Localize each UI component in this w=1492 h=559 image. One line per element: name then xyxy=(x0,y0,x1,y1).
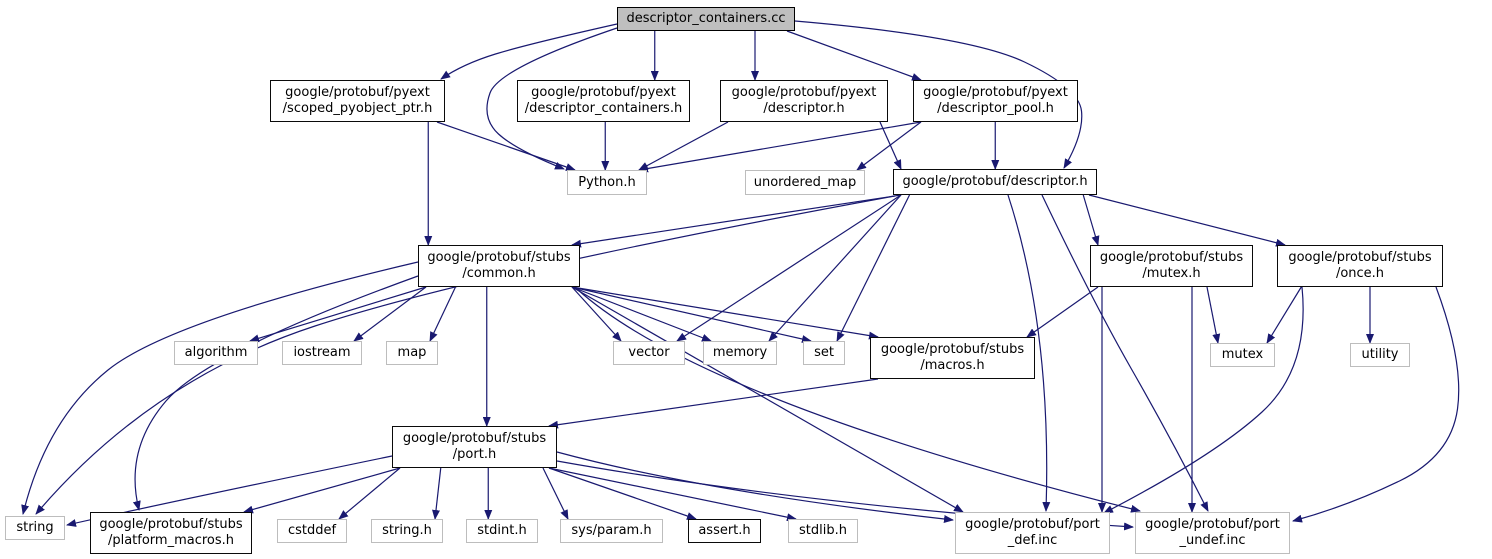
edge-common-to-iostream xyxy=(354,287,426,341)
node-label: _def.inc xyxy=(1007,533,1058,548)
node-label: google/protobuf/pyext xyxy=(531,85,676,100)
node-label: /macros.h xyxy=(920,358,985,373)
edge-mutexh-to-macros xyxy=(1027,287,1098,337)
node-label: google/protobuf/pyext xyxy=(731,85,877,100)
node-label: assert.h xyxy=(698,523,751,538)
node-stdlibh xyxy=(788,519,858,543)
node-label: stdint.h xyxy=(477,523,527,538)
edge-port-to-portdef xyxy=(557,452,953,520)
node-scoped[interactable] xyxy=(270,80,445,122)
edge-descriptor-to-set xyxy=(837,195,910,341)
node-label: string xyxy=(16,520,54,535)
node-vector xyxy=(613,341,685,365)
node-label: map xyxy=(397,345,427,360)
node-label: descriptor_containers.cc xyxy=(626,11,786,26)
edge-port-to-platform xyxy=(244,468,400,512)
node-label: /descriptor_containers.h xyxy=(524,101,683,116)
node-label: google/protobuf/stubs xyxy=(1288,250,1432,265)
node-onceh[interactable] xyxy=(1277,245,1443,287)
edge-onceh-to-mutex xyxy=(1267,287,1301,343)
edge-pypool-to-python xyxy=(639,122,921,170)
edge-descriptor-to-mutexh xyxy=(1083,195,1098,245)
edge-common-to-map xyxy=(430,287,456,341)
node-label: vector xyxy=(628,345,670,360)
node-common[interactable] xyxy=(418,245,580,287)
node-label: utility xyxy=(1361,347,1399,362)
node-stdinth xyxy=(466,519,538,543)
edge-port-to-sysparam xyxy=(543,468,568,519)
node-string xyxy=(5,516,65,540)
edge-port-to-cstddef xyxy=(339,468,400,519)
edge-onceh-to-portdef xyxy=(1104,287,1303,513)
node-label: iostream xyxy=(293,345,351,360)
edge-descriptor-to-onceh xyxy=(1089,195,1285,245)
node-label: /descriptor_pool.h xyxy=(937,101,1054,116)
node-label: /once.h xyxy=(1335,266,1385,281)
node-label: Python.h xyxy=(578,174,636,190)
node-descriptor[interactable] xyxy=(893,169,1097,195)
node-label: google/protobuf/stubs xyxy=(880,342,1025,357)
node-root xyxy=(617,7,795,31)
edge-onceh-to-portundef xyxy=(1293,287,1459,521)
node-set xyxy=(803,341,845,365)
node-mutexh[interactable] xyxy=(1090,245,1253,287)
node-label: /mutex.h xyxy=(1142,266,1201,281)
node-pydescriptor[interactable] xyxy=(720,80,888,122)
node-macros[interactable] xyxy=(870,337,1035,379)
edge-common-to-vector xyxy=(572,287,621,341)
node-stringh xyxy=(371,519,443,543)
node-unordered xyxy=(745,170,865,195)
edge-root-to-scoped xyxy=(441,24,617,79)
node-python xyxy=(567,170,647,195)
node-label: _undef.inc xyxy=(1179,533,1246,548)
node-label: string.h xyxy=(382,523,432,538)
node-label: google/protobuf/stubs xyxy=(427,250,571,265)
node-asserth[interactable] xyxy=(688,519,761,543)
edge-root-to-pypool xyxy=(787,31,921,80)
node-algorithm xyxy=(174,341,258,365)
node-label: google/protobuf/pyext xyxy=(923,85,1068,100)
node-port[interactable] xyxy=(392,426,557,468)
edge-descriptor-to-portundef xyxy=(1042,195,1208,511)
node-memory xyxy=(703,341,777,365)
node-label: google/protobuf/stubs xyxy=(1099,250,1244,265)
node-label: unordered_map xyxy=(753,174,857,190)
node-pycontainers[interactable] xyxy=(517,80,690,122)
node-label: /common.h xyxy=(462,266,536,281)
node-label: algorithm xyxy=(184,345,248,360)
node-label: memory xyxy=(712,345,768,360)
node-pypool[interactable] xyxy=(913,80,1078,122)
node-utility xyxy=(1350,343,1410,367)
node-label: stdlib.h xyxy=(799,523,847,538)
node-sysparam xyxy=(560,519,663,543)
node-portundef xyxy=(1135,512,1290,554)
edge-descriptor-to-common xyxy=(572,195,901,245)
node-mutex xyxy=(1210,343,1275,367)
edge-scoped-to-python xyxy=(437,122,575,170)
node-label: google/protobuf/port xyxy=(1145,517,1280,532)
node-label: cstddef xyxy=(287,523,337,538)
node-label: /platform_macros.h xyxy=(107,533,235,548)
node-label: google/protobuf/pyext xyxy=(285,85,430,100)
edge-common-to-string xyxy=(23,262,418,514)
node-label: google/protobuf/stubs xyxy=(99,517,243,532)
edge-port-to-stringh xyxy=(435,468,441,519)
node-platform[interactable] xyxy=(90,512,252,554)
node-label: google/protobuf/port xyxy=(965,517,1100,532)
node-label: mutex xyxy=(1221,347,1264,362)
node-label: set xyxy=(814,345,834,360)
edge-common-to-macros xyxy=(572,287,878,337)
node-portdef xyxy=(955,512,1110,554)
node-label: /port.h xyxy=(452,447,497,462)
node-label: /scoped_pyobject_ptr.h xyxy=(282,101,433,116)
node-map xyxy=(386,341,438,365)
node-cstddef xyxy=(277,519,347,543)
edge-pypool-to-unordered xyxy=(857,122,921,170)
node-label: /descriptor.h xyxy=(763,101,845,116)
node-label: google/protobuf/stubs xyxy=(402,431,547,446)
node-label: google/protobuf/descriptor.h xyxy=(902,174,1088,189)
node-label: sys/param.h xyxy=(571,523,652,538)
edge-mutexh-to-mutex xyxy=(1207,287,1218,343)
node-iostream xyxy=(282,341,362,365)
edge-common-to-portdef xyxy=(572,287,963,512)
